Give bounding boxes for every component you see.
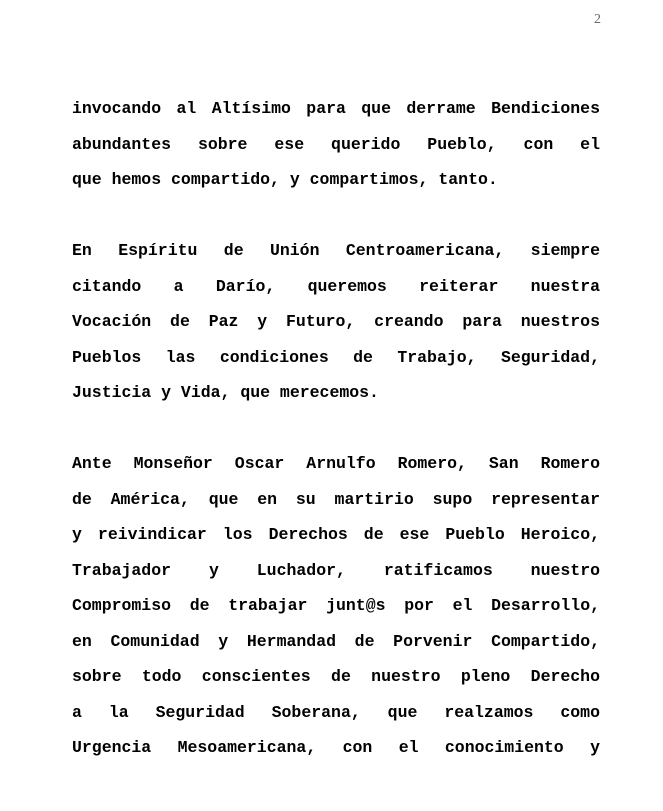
- text-line: Trabajador y Luchador, ratificamos nuestro: [72, 560, 600, 580]
- paragraph-2: [72, 233, 600, 411]
- paragraph-3: [72, 446, 600, 766]
- paragraph-1: [72, 91, 600, 198]
- text-line: abundantes sobre ese querido Pueblo, con el: [72, 134, 600, 154]
- text-line: Urgencia Mesoamericana, con el conocimiento y: [72, 738, 600, 757]
- text-line: y reivindicar los Derechos de ese Pueblo Heroico,: [72, 525, 600, 544]
- text-line: En Espíritu de Unión Centroamericana, siempre: [72, 241, 600, 260]
- text-line: a la Seguridad Soberana, que realzamos como: [72, 702, 600, 722]
- text-line: Justicia y Vida, que merecemos.: [72, 383, 379, 402]
- text-line: invocando al Altísimo para que derrame Bendiciones: [72, 99, 600, 118]
- text-line: que hemos compartido, y compartimos, tanto.: [72, 170, 498, 189]
- document-body: [72, 91, 600, 801]
- text-line: Vocación de Paz y Futuro, creando para nuestros: [72, 312, 600, 331]
- text-line: Compromiso de trabajar junt@s por el Desarrollo,: [72, 596, 600, 615]
- text-line: de América, que en su martirio supo representar: [72, 489, 600, 509]
- text-line: Pueblos las condiciones de Trabajo, Seguridad,: [72, 347, 600, 367]
- text-line: en Comunidad y Hermandad de Porvenir Compartido,: [72, 631, 600, 651]
- text-line: citando a Darío, queremos reiterar nuestra: [72, 276, 600, 296]
- text-line: sobre todo conscientes de nuestro pleno Derecho: [72, 667, 600, 686]
- page-number: 2: [594, 12, 601, 27]
- text-line: Ante Monseñor Oscar Arnulfo Romero, San Romero: [72, 454, 600, 473]
